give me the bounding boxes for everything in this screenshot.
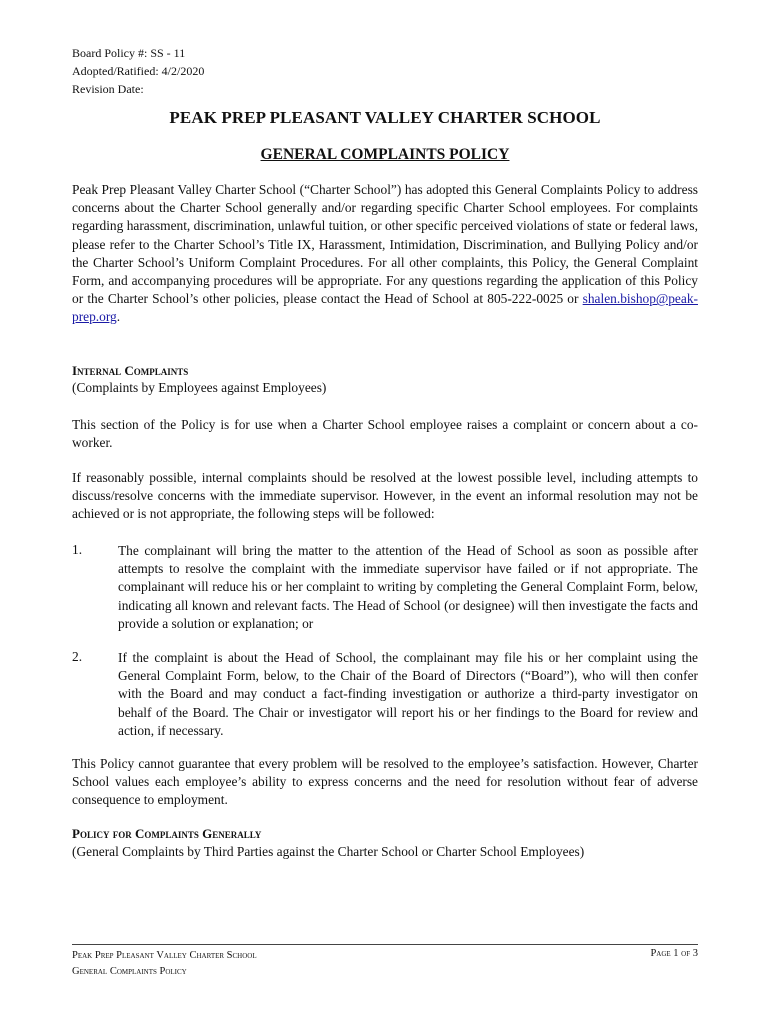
list-item-2-text: If the complaint is about the Head of School, the complainant may file his or her complaint using the General Complaint Form, below, to the Chair of the Board of Directors (“Board”), who will then confer with the Board and may conduct a fact-finding investigation or authorize a third-party investigator on behalf of the Board. The Chair or investigator will report his or her findings to the Board for review and action, if necessary.: [118, 650, 698, 738]
page-number: Page 1 of 3: [650, 948, 698, 959]
school-title: PEAK PREP PLEASANT VALLEY CHARTER SCHOOL: [169, 108, 601, 127]
list-item-1-number: 1.: [72, 542, 83, 557]
internal-complaints-heading: Internal Complaints: [72, 363, 189, 378]
internal-complaints-subheading: (Complaints by Employees against Employees): [72, 380, 327, 395]
policy-number: Board Policy #: SS - 11: [72, 46, 186, 60]
policy-meta: [72, 44, 204, 98]
footer-document-info: [72, 948, 257, 980]
adopted-date: Adopted/Ratified: 4/2/2020: [72, 64, 205, 78]
footer-policy-name: General Complaints Policy: [72, 966, 187, 977]
internal-paragraph-1: This section of the Policy is for use when a Charter School employee raises a complaint or concern about a co-worker.: [72, 417, 698, 451]
contact-email-link[interactable]: shalen.bishop@peak-prep.org: [72, 291, 698, 325]
list-item-2-number: 2.: [72, 649, 83, 664]
internal-paragraph-2: If reasonably possible, internal complaints should be resolved at the lowest possible level, including attempts to discuss/resolve concerns with the immediate supervisor. However, in the event an informal resolution may not be achieved or is not appropriate, the following steps will be followed:: [72, 470, 698, 522]
intro-end: .: [116, 309, 121, 325]
internal-paragraph-3: This Policy cannot guarantee that every problem will be resolved to the employee’s satisfaction. However, Charter School values each employee’s ability to express concerns and the need for resolution without fear of adverse consequence to employment.: [72, 756, 698, 808]
revision-date: Revision Date:: [72, 82, 144, 96]
general-complaints-subheading: (General Complaints by Third Parties against the Charter School or Charter School Employees): [72, 844, 585, 859]
policy-title: GENERAL COMPLAINTS POLICY: [260, 146, 510, 163]
intro-text: Peak Prep Pleasant Valley Charter School (“Charter School”) has adopted this General Complaints Policy to address concerns about the Charter School generally and/or regarding specific Charter School employees. For complaints regarding harassment, discrimination, unlawful tuition, or other specific perceived violations of state or federal laws, please refer to the Charter School’s Title IX, Harassment, Intimidation, Discrimination, and Bullying Policy and/or the Charter School’s Uniform Complaint Procedures. For all other complaints, this Policy, the General Complaint Form, and accompanying procedures will be appropriate. For any questions regarding the application of this Policy or the Charter School’s other policies, please contact the Head of School at 805-222-0025 or: [72, 182, 698, 307]
intro-paragraph: [72, 181, 698, 327]
footer-divider: [72, 944, 698, 945]
general-complaints-heading: Policy for Complaints Generally: [72, 826, 262, 841]
list-item-1-text: The complainant will bring the matter to the attention of the Head of School as soon as possible after attempts to resolve the complaint with the immediate supervisor have failed or if not appropriate. The complainant will reduce his or her complaint to writing by completing the General Complaint Form, below, indicating all known and relevant facts. The Head of School (or designee) will then investigate the facts and provide a solution or explanation; or: [118, 543, 698, 631]
footer-school-name: Peak Prep Pleasant Valley Charter School: [72, 950, 257, 961]
